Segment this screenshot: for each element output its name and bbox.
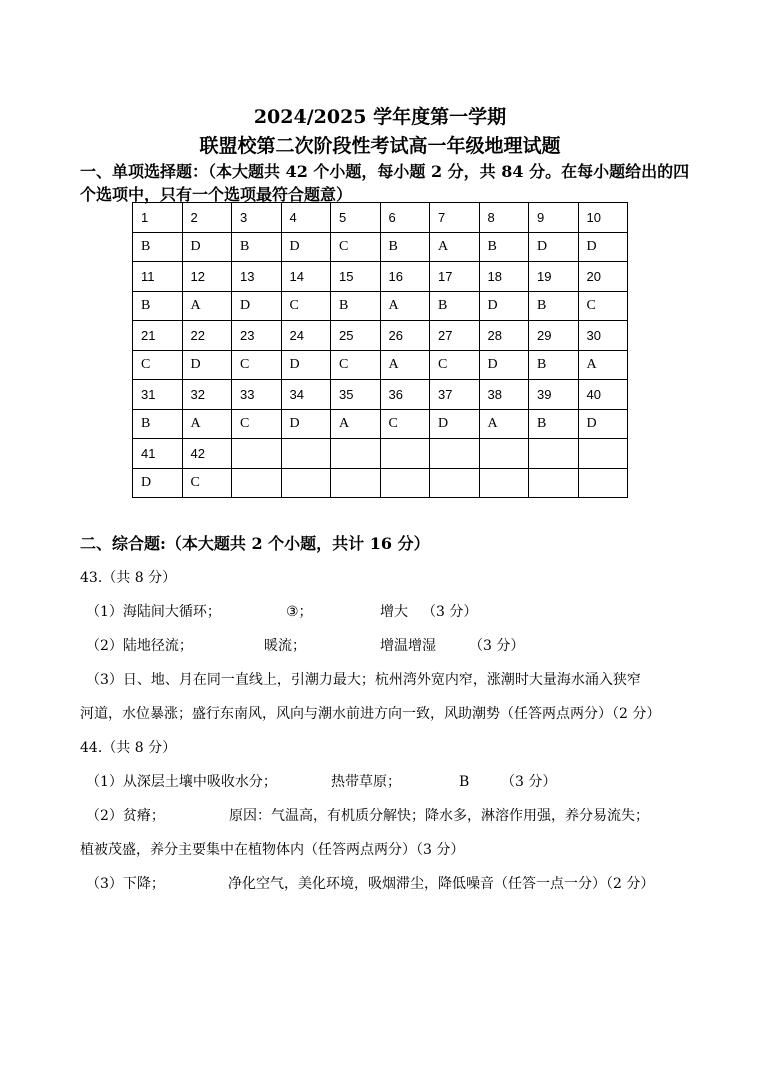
question-number-cell: 31 bbox=[133, 380, 183, 410]
answer-cell: C bbox=[380, 409, 430, 439]
question-number-cell: 41 bbox=[133, 439, 183, 469]
q43-answer-2 bbox=[86, 636, 524, 656]
q43-2-score: （3 分） bbox=[469, 638, 525, 654]
answer-cell: D bbox=[430, 409, 480, 439]
answer-cell: D bbox=[281, 350, 331, 380]
question-number-cell: 20 bbox=[578, 262, 628, 292]
q44-label: 44.（共 8 分） bbox=[80, 740, 177, 756]
question-number-cell: 23 bbox=[232, 321, 282, 351]
q43-2-part-c: 增温增湿 bbox=[380, 638, 436, 654]
answer-cell: D bbox=[182, 350, 232, 380]
question-number-cell: 17 bbox=[430, 262, 480, 292]
answer-cell: C bbox=[133, 350, 183, 380]
answer-cell: D bbox=[232, 291, 282, 321]
q44-3-part-a: （3）下降； bbox=[86, 876, 165, 892]
section2-heading: 二、综合题:（本大题共 2 个小题，共计 16 分） bbox=[80, 534, 430, 553]
answer-cell bbox=[331, 468, 381, 498]
question-number-cell: 40 bbox=[578, 380, 628, 410]
q43-1-part-b: ③； bbox=[286, 604, 313, 620]
q44-answer-3 bbox=[86, 874, 654, 894]
table-row bbox=[133, 321, 628, 351]
section1-heading: 一、单项选择题：（本大题共 42 个小题，每小题 2 分，共 84 分。在每小题给出的四个选项中，只有一个选项最符合题意） bbox=[80, 162, 690, 204]
page-title: 2024/2025 学年度第一学期 bbox=[253, 106, 507, 128]
table-row bbox=[133, 203, 628, 233]
question-number-cell: 26 bbox=[380, 321, 430, 351]
question-number-cell: 3 bbox=[232, 203, 282, 233]
answer-cell: B bbox=[133, 291, 183, 321]
question-number-cell: 7 bbox=[430, 203, 480, 233]
table-row bbox=[133, 262, 628, 292]
answer-cell: A bbox=[479, 409, 529, 439]
question-number-cell: 13 bbox=[232, 262, 282, 292]
table-row bbox=[133, 232, 628, 262]
question-number-cell: 1 bbox=[133, 203, 183, 233]
answer-cell: D bbox=[133, 468, 183, 498]
answer-cell: D bbox=[479, 291, 529, 321]
answer-cell bbox=[430, 468, 480, 498]
question-number-cell: 8 bbox=[479, 203, 529, 233]
answer-cell: B bbox=[331, 291, 381, 321]
answer-cell: C bbox=[232, 409, 282, 439]
question-number-cell: 11 bbox=[133, 262, 183, 292]
answer-cell: C bbox=[331, 350, 381, 380]
answer-cell: B bbox=[133, 409, 183, 439]
table-row bbox=[133, 409, 628, 439]
answer-cell: B bbox=[380, 232, 430, 262]
question-number-cell: 33 bbox=[232, 380, 282, 410]
answer-cell: D bbox=[281, 409, 331, 439]
question-number-cell: 38 bbox=[479, 380, 529, 410]
question-number-cell: 12 bbox=[182, 262, 232, 292]
question-number-cell: 25 bbox=[331, 321, 381, 351]
q44-1-part-a: （1）从深层土壤中吸收水分； bbox=[86, 774, 277, 790]
question-number-cell: 14 bbox=[281, 262, 331, 292]
q44-1-score: （3 分） bbox=[501, 774, 557, 790]
q44-3-part-b: 净化空气，美化环境，吸烟滞尘，降低噪音（任答一点一分）（2 分） bbox=[228, 876, 655, 892]
question-number-cell: 10 bbox=[578, 203, 628, 233]
answer-cell: D bbox=[529, 232, 579, 262]
answer-cell: C bbox=[232, 350, 282, 380]
table-row bbox=[133, 439, 628, 469]
question-number-cell: 27 bbox=[430, 321, 480, 351]
answer-cell: C bbox=[182, 468, 232, 498]
q44-1-part-c: B bbox=[459, 774, 470, 790]
q43-label: 43.（共 8 分） bbox=[80, 570, 177, 586]
answer-cell bbox=[232, 468, 282, 498]
question-number-cell: 39 bbox=[529, 380, 579, 410]
answer-cell: C bbox=[430, 350, 480, 380]
answer-cell: A bbox=[331, 409, 381, 439]
q43-answer-1 bbox=[86, 602, 477, 622]
question-number-cell: 16 bbox=[380, 262, 430, 292]
question-number-cell: 29 bbox=[529, 321, 579, 351]
question-number-cell: 22 bbox=[182, 321, 232, 351]
question-number-cell: 36 bbox=[380, 380, 430, 410]
question-number-cell: 32 bbox=[182, 380, 232, 410]
answer-cell: B bbox=[133, 232, 183, 262]
answer-cell: A bbox=[430, 232, 480, 262]
answer-cell bbox=[479, 468, 529, 498]
table-row bbox=[133, 350, 628, 380]
question-number-cell: 42 bbox=[182, 439, 232, 469]
question-number-cell bbox=[281, 439, 331, 469]
q44-2-part-a: （2）贫瘠； bbox=[86, 808, 165, 824]
answer-cell: C bbox=[578, 291, 628, 321]
answer-cell: D bbox=[182, 232, 232, 262]
question-number-cell: 21 bbox=[133, 321, 183, 351]
question-number-cell: 5 bbox=[331, 203, 381, 233]
answer-cell: D bbox=[479, 350, 529, 380]
question-number-cell bbox=[479, 439, 529, 469]
answer-cell bbox=[529, 468, 579, 498]
q43-2-part-b: 暖流； bbox=[264, 638, 306, 654]
answer-cell: D bbox=[281, 232, 331, 262]
q44-2-part-b: 原因：气温高，有机质分解快；降水多，淋溶作用强，养分易流失； bbox=[229, 808, 649, 824]
question-number-cell: 4 bbox=[281, 203, 331, 233]
q44-1-part-b: 热带草原； bbox=[331, 774, 401, 790]
answer-cell: A bbox=[182, 291, 232, 321]
question-number-cell: 24 bbox=[281, 321, 331, 351]
page-subtitle: 联盟校第二次阶段性考试高一年级地理试题 bbox=[199, 135, 561, 157]
q44-answer-2 bbox=[86, 806, 649, 826]
question-number-cell: 9 bbox=[529, 203, 579, 233]
answer-cell bbox=[281, 468, 331, 498]
q43-1-part-c: 增大 bbox=[380, 604, 408, 620]
answer-cell: D bbox=[578, 409, 628, 439]
question-number-cell: 15 bbox=[331, 262, 381, 292]
answer-cell: D bbox=[578, 232, 628, 262]
answer-cell: A bbox=[578, 350, 628, 380]
answer-cell: B bbox=[529, 291, 579, 321]
question-number-cell: 19 bbox=[529, 262, 579, 292]
question-number-cell bbox=[331, 439, 381, 469]
table-row bbox=[133, 468, 628, 498]
q43-1-part-a: （1）海陆间大循环； bbox=[86, 604, 221, 620]
q43-answer-3-line2: 河道，水位暴涨；盛行东南风，风向与潮水前进方向一致，风助潮势（任答两点两分）（2 分） bbox=[80, 706, 661, 722]
question-number-cell bbox=[232, 439, 282, 469]
answer-cell: A bbox=[380, 291, 430, 321]
q43-1-score: （3 分） bbox=[422, 604, 478, 620]
q43-2-part-a: （2）陆地径流； bbox=[86, 638, 193, 654]
question-number-cell: 34 bbox=[281, 380, 331, 410]
answer-cell: B bbox=[430, 291, 480, 321]
question-number-cell: 30 bbox=[578, 321, 628, 351]
table-row bbox=[133, 380, 628, 410]
table-row bbox=[133, 291, 628, 321]
answer-cell: B bbox=[529, 350, 579, 380]
answer-cell: C bbox=[331, 232, 381, 262]
answer-cell: A bbox=[380, 350, 430, 380]
q44-answer-2-line2: 植被茂盛，养分主要集中在植物体内（任答两点两分）（3 分） bbox=[80, 842, 465, 858]
answer-cell bbox=[380, 468, 430, 498]
question-number-cell: 28 bbox=[479, 321, 529, 351]
question-number-cell bbox=[430, 439, 480, 469]
question-number-cell bbox=[380, 439, 430, 469]
answer-cell: B bbox=[232, 232, 282, 262]
q43-answer-3-line1: （3）日、地、月在同一直线上，引潮力最大；杭州湾外宽内窄，涨潮时大量海水涌入狭窄 bbox=[86, 672, 641, 688]
question-number-cell: 37 bbox=[430, 380, 480, 410]
question-number-cell: 18 bbox=[479, 262, 529, 292]
answer-cell bbox=[578, 468, 628, 498]
answer-cell: A bbox=[182, 409, 232, 439]
question-number-cell bbox=[529, 439, 579, 469]
answer-cell: B bbox=[529, 409, 579, 439]
q44-answer-1 bbox=[86, 772, 556, 792]
question-number-cell: 6 bbox=[380, 203, 430, 233]
answer-cell: B bbox=[479, 232, 529, 262]
answer-cell: C bbox=[281, 291, 331, 321]
question-number-cell: 35 bbox=[331, 380, 381, 410]
answer-table bbox=[132, 202, 628, 498]
question-number-cell: 2 bbox=[182, 203, 232, 233]
question-number-cell bbox=[578, 439, 628, 469]
